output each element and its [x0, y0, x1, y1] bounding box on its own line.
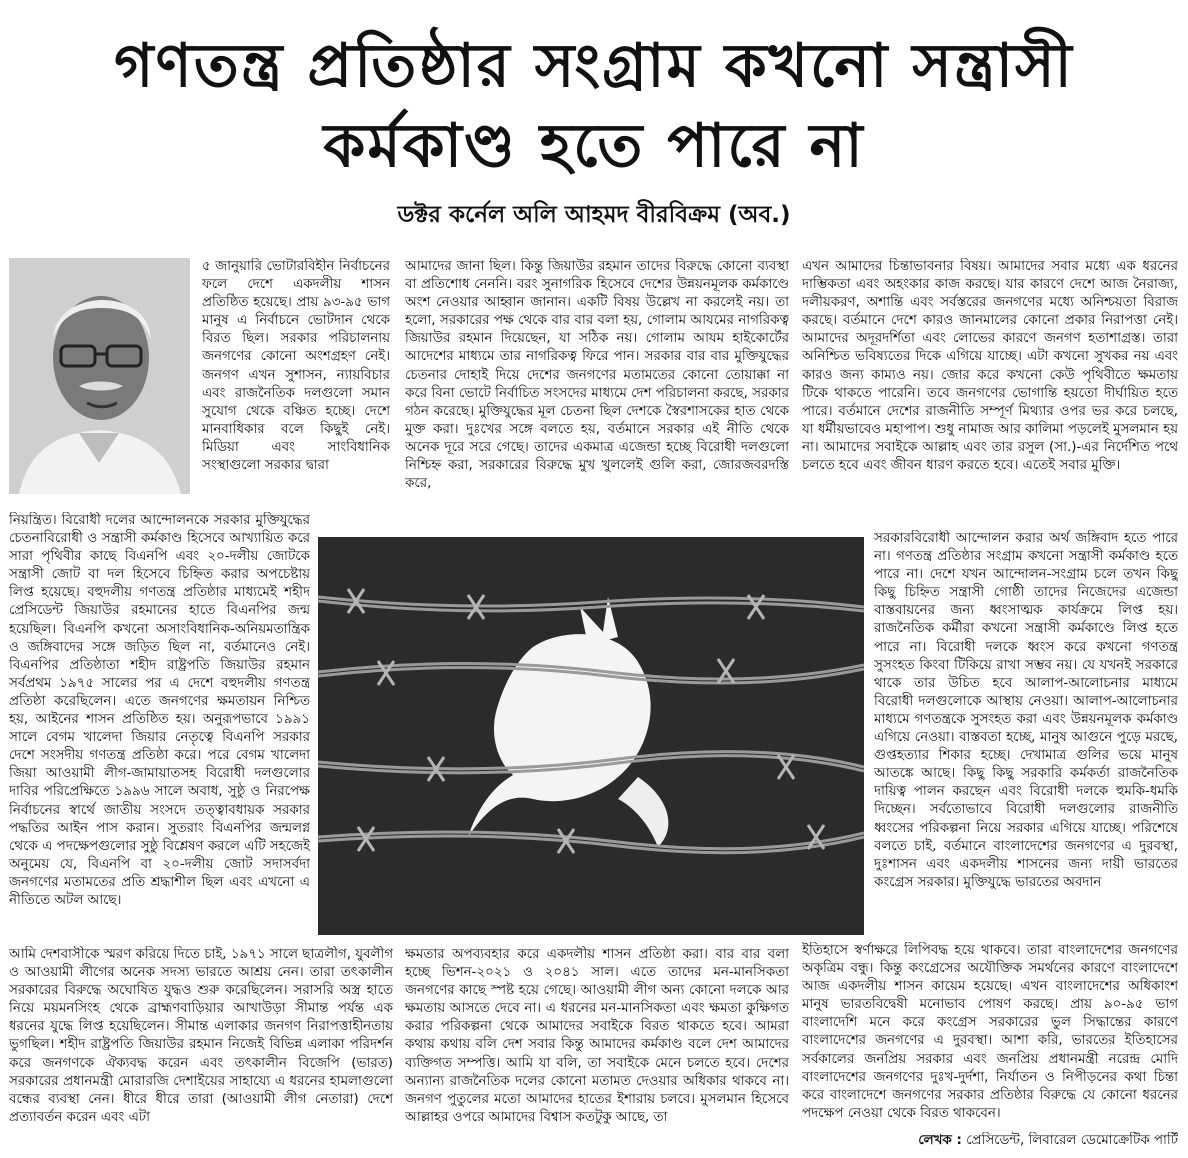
headline-line-1: গণতন্ত্র প্রতিষ্ঠার সংগ্রাম কখনো সন্ত্রাসী	[114, 31, 1074, 101]
column-3-middle	[874, 530, 1178, 942]
byline: ডক্টর কর্নেল অলি আহমদ বীরবিক্রম (অব.)	[397, 202, 791, 228]
headline-line-2: কর্মকাণ্ড হতে পারে না	[323, 111, 865, 181]
illustration-image	[318, 537, 864, 935]
author-credit	[802, 1132, 1178, 1154]
column-3-middle-text: সরকারবিরোধী আন্দোলন করার অর্থ জঙ্গিবাদ হতে পারে না। গণতন্ত্র প্রতিষ্ঠার সংগ্রাম কখনো সন্ত্রাসী কর্মকাণ্ড হতে পারে না। দেশে যখন আন্দোলন-সংগ্রাম চলে তখন কিছু কিছু চিহ্নিত সন্ত্রাসী গোষ্ঠী তাদের নিজেদের এজেন্ডা বাস্তবায়নের জন্য ধ্বংসাত্মক কার্যক্রমে লিপ্ত হয়। রাজনৈতিক কর্মীরা কখনো সন্ত্রাসী কর্মকাণ্ডে লিপ্ত হতে পারে না। বিরোধী দলকে ধ্বংস করে কখনো গণতন্ত্র সুসংহত কিংবা টিকিয়ে রাখা সম্ভব নয়। যে যখনই সরকারে থাকে তার উচিত হবে আলাপ-আলোচনার মাধ্যমে বিরোধী দলগুলোকে আস্থায় নেওয়া। আলাপ-আলোচনার মাধ্যমে গণতন্ত্রকে সুসংহত করা এবং উন্নয়নমূলক কর্মকাণ্ড এগিয়ে নেওয়া। বাস্তবতা হচ্ছে, মানুষ আগুনে পুড়ে মরছে, গুপ্তহত্যার শিকার হচ্ছে। দেখামাত্র গুলির ভয়ে মানুষ আতঙ্কে আছে। কিছু কিছু সরকারি কর্মকর্তা রাজনৈতিক দায়িত্ব পালন করছেন এবং বিরোধী দলকে হুমকি-ধমকি দিচ্ছেন। সর্বতোভাবে বিরোধী দলগুলোর রাজনীতি ধ্বংসের পরিকল্পনা নিয়ে সরকার এগিয়ে যাচ্ছে। পরিশেষে বলতে চাই, বর্তমানে বাংলাদেশের জনগণের এ দুরবস্থা, দুঃশাসন এবং একদলীয় শাসনের জন্য দায়ী ভারতের কংগ্রেস সরকার। মুক্তিযুদ্ধে ভারতের অবদান	[874, 531, 1178, 890]
column-3-bottom-text: ইতিহাসে স্বর্ণাক্ষরে লিপিবদ্ধ হয়ে থাকবে। তারা বাংলাদেশের জনগণের অকৃত্রিম বন্ধু। কিন্তু কংগ্রেসের অযৌক্তিক সমর্থনের কারণে বাংলাদেশে আজ একদলীয় শাসন কায়েম হয়েছে। এখন বাংলাদেশের অধিকাংশ মানুষ ভারতবিদ্বেষী মনোভাব পোষণ করছে। প্রায় ৯০-৯৫ ভাগ বাংলাদেশি মনে করে কংগ্রেস সরকারের ভুল সিদ্ধান্তের কারণে বাংলাদেশের জনগণের এ দুরবস্থা। আশা করি, ভারতের ইতিহাসের সর্বকালের জনপ্রিয় সরকার এবং জনপ্রিয় প্রধানমন্ত্রী নরেন্দ্র মোদি বাংলাদেশের জনগণের দুঃখ-দুর্দশা, নির্যাতন ও নিপীড়নের কথা চিন্তা করে বাংলাদেশে জনগণের সরকার প্রতিষ্ঠার বিরুদ্ধে যে কোনো ধরনের পদক্ষেপ নেওয়া থেকে বিরত থাকবেন।	[802, 943, 1178, 1121]
column-2-bottom-text: ক্ষমতার অপব্যবহার করে একদলীয় শাসন প্রতিষ্ঠা করা। বার বার বলা হচ্ছে ভিশন-২০২১ ও ২০৪১ সাল। এতে তাদের মন-মানসিকতা জনগণের কাছে স্পষ্ট হয়ে গেছে। আওয়ামী লীগ অন্য কোনো দলকে আর ক্ষমতায় আসতে দেবে না। এ ধরনের মন-মানসিকতা এবং ক্ষমতা কুক্ষিগত করার পরিকল্পনা থেকে আমাদের সবাইকে বিরত থাকতে হবে। আমরা কথায় কথায় বলি দেশ সবার কিন্তু আমাদের কর্মকাণ্ড বলে দেশ আমাদের ব্যক্তিগত সম্পত্তি। আমি যা বলি, তা সবাইকে মেনে চলতে হবে। দেশের অন্যান্য রাজনৈতিক দলের কোনো মতামত দেওয়ার অধিকার থাকবে না। জনগণ পুতুলের মতো আমাদের হাতের ইশারায় চলবে। মুসলমান হিসেবে আল্লাহর ওপরে আমাদের বিশ্বাস কতটুকু আছে, তা	[405, 947, 789, 1125]
column-1-bottom-text: আমি দেশবাসীকে স্মরণ করিয়ে দিতে চাই, ১৯৭১ সালে ছাত্রলীগ, যুবলীগ ও আওয়ামী লীগের অনেক সদস্য ভারতে আশ্রয় নেন। তারা তৎকালীন সরকারের বিরুদ্ধে অঘোষিত যুদ্ধও শুরু করেছিলেন। সরাসরি অস্ত্র হাতে নিয়ে ময়মনসিংহ থেকে ব্রাহ্মণবাড়িয়ার আখাউড়া সীমান্ত পর্যন্ত এক ধরনের যুদ্ধে লিপ্ত হয়েছিলেন। সীমান্ত এলাকার জনগণ নিরাপত্তাহীনতায় ভুগছিল। শহীদ রাষ্ট্রপতি জিয়াউর রহমান নিজেই বিভিন্ন এলাকা পরিদর্শন করে জনগণকে ঐক্যবদ্ধ করেন এবং তৎকালীন বিজেপি (ভারত) সরকারের প্রধানমন্ত্রী মোরারজি দেশাইয়ের সাহায্যে এ ধরনের হামলাগুলো বন্ধের ব্যবস্থা নেন। ধীরে ধীরে তারা (আওয়ামী লীগ নেতারা) দেশে প্রত্যাবর্তন করেন এবং এটা	[9, 947, 393, 1125]
column-3-top	[802, 258, 1178, 530]
column-2-top	[405, 258, 789, 530]
column-1-middle	[9, 512, 310, 944]
column-1-top	[202, 258, 390, 511]
column-3-top-text: এখন আমাদের চিন্তাভাবনার বিষয়। আমাদের সবার মধ্যে এক ধরনের দাম্ভিকতা এবং অহংকার কাজ করছে। যার কারণে দেশে আজ নৈরাজ্য, দলীয়করণ, অশান্তি এবং সর্বস্তরের জনগণের মধ্যে অনিশ্চয়তা বিরাজ করছে। বর্তমানে দেশে কারও জানমালের কোনো প্রকার নিরাপত্তা নেই। আমাদের অদূরদর্শিতা এবং লোভের কারণে জনগণ হতাশাগ্রস্ত। তারা অনিশ্চিত ভবিষ্যতের দিকে এগিয়ে যাচ্ছে। এটা কখনো সুখকর নয় এবং কারও জন্য কাম্যও নয়। জোর করে কখনো কেউ পৃথিবীতে ক্ষমতায় টিকে থাকতে পারেনি। তবে জনগণের ভোগান্তি হয়তো দীর্ঘায়িত হতে পারে। বর্তমানে দেশের রাজনীতি সম্পূর্ণ মিথ্যার ওপর ভর করে চলছে, যা ধর্মীয়ভাবেও মহাপাপ। শুধু নামাজ আর কালিমা পড়লেই মুসলমান হয় না। আমাদের সবাইকে আল্লাহ এবং তার রসুল (সা.)-এর নির্দেশিত পথে চলতে হবে এবং জীবন ধারণ করতে হবে। এতেই সবার মুক্তি।	[802, 259, 1178, 474]
column-2-top-text: আমাদের জানা ছিল। কিন্তু জিয়াউর রহমান তাদের বিরুদ্ধে কোনো ব্যবস্থা বা প্রতিশোধ নেননি। বরং সুনাগরিক হিসেবে দেশের উন্নয়নমূলক কর্মকাণ্ডে অংশ নেওয়ার আহ্বান জানান। একটি বিষয় উল্লেখ না করলেই নয়। তা হলো, সরকারের পক্ষ থেকে বার বার বলা হয়, গোলাম আযমের নাগরিকত্ব জিয়াউর রহমান দিয়েছেন, যা সঠিক নয়। গোলাম আযম হাইকোর্টের আদেশের মাধ্যমে তার নাগরিকত্ব ফিরে পান। সরকার বার বার মুক্তিযুদ্ধের চেতনার দোহাই দিয়ে দেশের জনগণের মতামতের কোনো তোয়াক্কা না করে বিনা ভোটে নির্বাচিত সংসদের মাধ্যমে দেশ পরিচালনা করছে, সরকার গঠন করেছে। মুক্তিযুদ্ধের মূল চেতনা ছিল দেশকে স্বৈরশাসকের হাত থেকে মুক্ত করা। দুঃখের সঙ্গে বলতে হয়, বর্তমানে সরকার এই নীতি থেকে অনেক দূরে সরে গেছে। তাদের একমাত্র এজেন্ডা হচ্ছে বিরোধী দলগুলো নিশ্চিহ্ন করা, সরকারের বিরুদ্ধে মুখ খুললেই গুলি করা, জোরজবরদস্তি করে,	[405, 259, 789, 492]
author-credit-label: লেখক :	[918, 1133, 962, 1148]
author-photo	[9, 258, 190, 494]
column-1-middle-text: নিয়ন্ত্রিত। বিরোধী দলের আন্দোলনকে সরকার মুক্তিযুদ্ধের চেতনাবিরোধী ও সন্ত্রাসী কর্মকাণ্ড হিসেবে আখ্যায়িত করে সারা পৃথিবীর কাছে বিএনপি এবং ২০-দলীয় জোটকে সন্ত্রাসী জোট বা দল হিসেবে চিহ্নিত করার অপচেষ্টায় লিপ্ত হয়েছে। বহুদলীয় গণতন্ত্র প্রতিষ্ঠার মাধ্যমেই শহীদ প্রেসিডেন্ট জিয়াউর রহমানের হাতে বিএনপির জন্ম হয়েছিল। বিএনপি কখনো অসাংবিধানিক-অনিয়মতান্ত্রিক ও জঙ্গিবাদের সঙ্গে জড়িত ছিল না, বর্তমানেও নেই। বিএনপির প্রতিষ্ঠাতা শহীদ রাষ্ট্রপতি জিয়াউর রহমান সর্বপ্রথম ১৯৭৫ সালের পর এ দেশে বহুদলীয় গণতন্ত্র প্রতিষ্ঠা করেছিলেন। এতে জনগণের ক্ষমতায়ন নিশ্চিত হয়, আইনের শাসন প্রতিষ্ঠিত হয়। অনুরূপভাবে ১৯৯১ সালে বেগম খালেদা জিয়ার নেতৃত্বে বিএনপি সরকার দেশে সংসদীয় গণতন্ত্র প্রতিষ্ঠা করে। পরে বেগম খালেদা জিয়া আওয়ামী লীগ-জামায়াতসহ বিরোধী দলগুলোর দাবির পরিপ্রেক্ষিতে ১৯৯৬ সালে অবাধ, সুষ্ঠু ও নিরপেক্ষ নির্বাচনের স্বার্থে জাতীয় সংসদে তত্ত্বাবধায়ক সরকার পদ্ধতির আইন পাস করান। সুতরাং বিএনপির জন্মলগ্ন থেকে এ পদক্ষেপগুলোর সুষ্ঠু বিশ্লেষণ করলে এটি সহজেই অনুমেয় যে, বিএনপি বা ২০-দলীয় জোট সদাসর্বদা জনগণের মতামতের প্রতি শ্রদ্ধাশীল ছিল এবং এখনো এ নীতিতে অটল আছে।	[9, 513, 310, 908]
headline	[0, 26, 1188, 186]
dove-barbed-wire-illustration	[318, 537, 864, 935]
column-1-top-text: ৫ জানুয়ারি ভোটারবিহীন নির্বাচনের ফলে দেশে একদলীয় শাসন প্রতিষ্ঠিত হয়েছে। প্রায় ৯৩-৯৫ ভাগ মানুষ এ নির্বাচনে ভোটদান থেকে বিরত ছিল। সরকার পরিচালনায় জনগণের কোনো অংশগ্রহণ নেই। জনগণ এখন সুশাসন, ন্যায়বিচার এবং রাজনৈতিক দলগুলো সমান সুযোগ থেকে বঞ্চিত হচ্ছে। দেশে মানবাধিকার বলে কিছুই নেই। মিডিয়া এবং সাংবিধানিক সংস্থাগুলো সরকার দ্বারা	[202, 259, 390, 474]
column-3-bottom	[802, 942, 1178, 1128]
column-2-bottom	[405, 946, 789, 1150]
column-1-bottom	[9, 946, 393, 1150]
author-credit-text: প্রেসিডেন্ট, লিবারেল ডেমোক্রেটিক পার্টি	[966, 1133, 1178, 1148]
author-portrait-image	[9, 258, 190, 494]
